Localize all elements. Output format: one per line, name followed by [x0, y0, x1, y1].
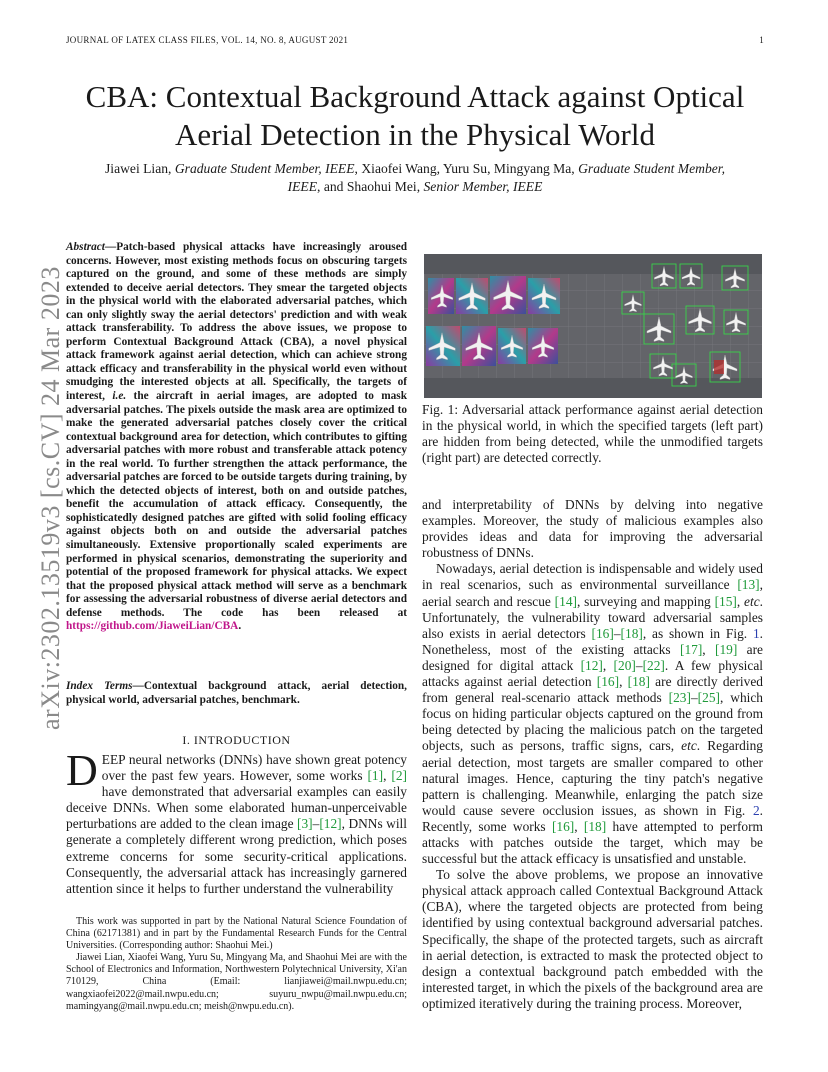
text: . A few physical attacks against aerial detection: [422, 657, 763, 690]
text: . Unfortunately, the vulnerability toward adversarial samples also exists in aerial detectors: [422, 593, 763, 641]
page-number: 1: [759, 35, 764, 45]
author-1-role: Graduate Student Member, IEEE: [174, 161, 355, 176]
figure-1-caption: Fig. 1: Adversarial attack performance against aerial detection in the physical world, in which the specified targets (left part) are hidden from being detected, while the unmodified targets (right part) are detected correctly.: [422, 402, 763, 466]
text: . Nonetheless, most of the existing attacks: [422, 625, 763, 657]
citation[interactable]: [19]: [714, 641, 738, 657]
author-last: , and Shaohui Mei,: [317, 179, 424, 194]
citation[interactable]: [22]: [642, 657, 665, 673]
citation[interactable]: [12]: [580, 657, 603, 673]
intro-text: ,: [383, 768, 392, 784]
text: etc: [744, 593, 760, 609]
citation[interactable]: [16]: [551, 818, 575, 834]
text: ,: [736, 593, 745, 609]
text: ,: [619, 674, 628, 690]
figure-1-image: [424, 254, 762, 398]
citation[interactable]: [18]: [583, 818, 607, 834]
abstract: [66, 241, 407, 634]
author-list: [90, 160, 740, 196]
text: Nowadays, aerial detection is indispensable and widely used in real scenarios, such as environmental surveillance: [422, 561, 763, 593]
index-terms: [66, 680, 407, 708]
abstract-text-2: the aircraft in aerial images, are adopted to mask adversarial patches. The pixels outside the mask area are optimized to make the generated adversarial patches closely cover the critical contextual background area for detection, which contributes to gifting adversarial patches with more robust and transferable attack potency in the real world. To further strengthen the attack performance, the adversarial patches are forced to be outside targets during training, by which the detected objects of interest, both on and outside patches, benefit the accumulation of attack efficacy. Consequently, the sophisticatedly designed patches are gifted with solid fooling efficacy against objects both on and outside the adversarial patches simultaneously. Extensive proportionally scaled experiments are performed in physical scenarios, demonstrating the superiority and potential of the proposed framework for physical attacks. We expect that the proposed physical attack method will serve as a benchmark for assessing the adversarial robustness of diverse aerial detectors and defense methods. The code has been released at: [66, 390, 407, 619]
index-terms-text: —Contextual background attack, aerial detection, physical world, adversarial patches, benchmark.: [66, 680, 407, 706]
citation[interactable]: [2]: [391, 768, 407, 784]
paper-title: CBA: Contextual Background Attack against Optical Aerial Detection in the Physical World: [85, 79, 745, 152]
journal-running-title: JOURNAL OF LATEX CLASS FILES, VOL. 14, NO. 8, AUGUST 2021: [66, 35, 349, 45]
intro-text: , DNNs will generate a completely different wrong prediction, which poses extreme concerns for some security-critical applications. Consequently, the adversarial attack has increasingly garnered attention since it helps to further understand the vulnerability: [66, 816, 407, 896]
text: etc: [681, 738, 697, 754]
author-1: Jiawei Lian,: [105, 161, 175, 176]
citation[interactable]: [16]: [591, 625, 614, 641]
text: are directly derived from general real-scenario attack methods: [422, 674, 763, 706]
citation[interactable]: [12]: [319, 816, 342, 832]
citation[interactable]: [23]: [668, 690, 691, 706]
citation[interactable]: [18]: [627, 674, 650, 690]
text: , which focus on hiding particular objects captured on the ground from being detected by placing the malicious patch on the targeted objects, such as persons, traffic signs, cars,: [422, 690, 764, 754]
right-column-text: [422, 497, 763, 1012]
citation[interactable]: [20]: [613, 657, 636, 673]
text: –: [635, 657, 643, 673]
citation[interactable]: [14]: [554, 593, 577, 609]
author-last-role: Senior Member, IEEE: [423, 179, 543, 194]
text: are designed for digital attack: [422, 641, 763, 673]
aerial-airport-photo: [424, 254, 762, 398]
citation[interactable]: [17]: [679, 641, 703, 657]
section-heading-introduction: I. INTRODUCTION: [182, 733, 291, 747]
drop-cap: D: [66, 746, 98, 795]
text: , as shown in Fig.: [642, 625, 753, 641]
citation[interactable]: [16]: [596, 674, 620, 690]
abstract-end: .: [238, 620, 242, 633]
citation[interactable]: [1]: [367, 768, 384, 784]
intro-text: have demonstrated that adversarial examples can easily deceive DNNs. When some elaborated human-unperceivable perturbations are added to the clean image: [66, 784, 407, 832]
affiliation-note: Jiawei Lian, Xiaofei Wang, Yuru Su, Mingyang Ma, and Shaohui Mei are with the School of Electronics and Information, Northwestern Polytechnical University, Xi'an 710129, China (Email: lianjiawei@mail.nwpu.edu.cn; wangxiaofei2022@mail.nwpu.edu.cn; suyuru_nwpu@mail.nwpu.edu.cn; mamingyang@mail.nwpu.edu.cn; meish@nwpu.edu.cn).: [66, 952, 407, 1012]
text: , aerial search and rescue: [422, 577, 763, 609]
text: ,: [574, 818, 584, 834]
text: –: [613, 625, 621, 641]
paragraph: [422, 561, 763, 867]
paragraph: To solve the above problems, we propose an innovative physical attack approach called Contextual Background Attack (CBA), where the targeted objects are protected from being identified by using contextual background adversarial patches. Specifically, the shape of the protected targets, such as aircraft in aerial detection, is extracted to mask the protected object to design a contextual background patch embedded with the interested target, in which the pixels of the background area are optimized iteratively during the training process. Moreover,: [422, 867, 763, 1011]
text: –: [690, 690, 698, 706]
intro-text: –: [312, 816, 320, 832]
figure-reference[interactable]: 1: [752, 625, 760, 641]
text: ,: [602, 657, 614, 673]
authors-middle: , Xiaofei Wang, Yuru Su, Mingyang Ma,: [354, 161, 579, 176]
author-5-role: Graduate Student Member, IEEE: [287, 161, 725, 194]
footnote: [66, 916, 407, 1013]
intro-text: EEP neural networks (DNNs) have shown great potency over the past few years. However, some works: [101, 752, 407, 784]
index-terms-label: Index Terms: [66, 680, 133, 692]
code-link[interactable]: https://github.com/JiaweiLian/CBA: [66, 620, 239, 633]
citation[interactable]: [3]: [297, 816, 313, 832]
introduction-paragraph: [66, 746, 407, 897]
abstract-label: Abstract: [66, 241, 105, 253]
figure-reference[interactable]: 2: [752, 802, 760, 818]
text: , surveying and mapping: [576, 593, 715, 609]
citation[interactable]: [18]: [620, 625, 643, 641]
text: . Recently, some works: [422, 802, 763, 834]
abstract-text-1: —Patch-based physical attacks have increasingly aroused concerns. However, most existing methods focus on obscuring targets captured on the ground, and some of these methods are simply extended to deceive aerial detectors. They smear the targeted objects in the physical world with the elaborated adversarial patches, which can only slightly sway the aerial detectors' prediction and with weak attack transferability. To address the above issues, we propose to perform Contextual Background Attack (CBA), a novel physical attack framework against aerial detection, which can achieve strong attack efficacy and transferability in the physical world even without smudging the interested objects at all. Specifically, the targets of interest,: [66, 241, 407, 403]
paragraph: and interpretability of DNNs by delving into negative examples. Moreover, the study of malicious examples also provides ideas and data for improving the adversarial robustness of DNNs.: [422, 497, 763, 561]
citation[interactable]: [25]: [697, 690, 720, 706]
text: . Regarding aerial detection, most targets are smaller compared to other natural images. Hence, capturing the tiny patch's negative pattern is challenging. Meanwhile, enlarging the patch size would cause severe occlusion issues, as shown in Fig.: [422, 738, 763, 818]
arxiv-stamp: arXiv:2302.13519v3 [cs.CV] 24 Mar 2023: [36, 266, 65, 730]
funding-note: This work was supported in part by the National Natural Science Foundation of China (62171381) and in part by the Fundamental Research Funds for the Central Universities. (Corresponding author: Shaohui Mei.): [66, 916, 407, 952]
text: ,: [702, 641, 715, 657]
abstract-ie: i.e.: [112, 390, 127, 403]
text: have attempted to perform attacks with patches outside the target, which may be successful but the attack efficacy is unsatisfied and unstable.: [422, 818, 763, 867]
citation[interactable]: [15]: [714, 593, 737, 609]
citation[interactable]: [13]: [737, 577, 760, 593]
running-header: [66, 35, 764, 45]
